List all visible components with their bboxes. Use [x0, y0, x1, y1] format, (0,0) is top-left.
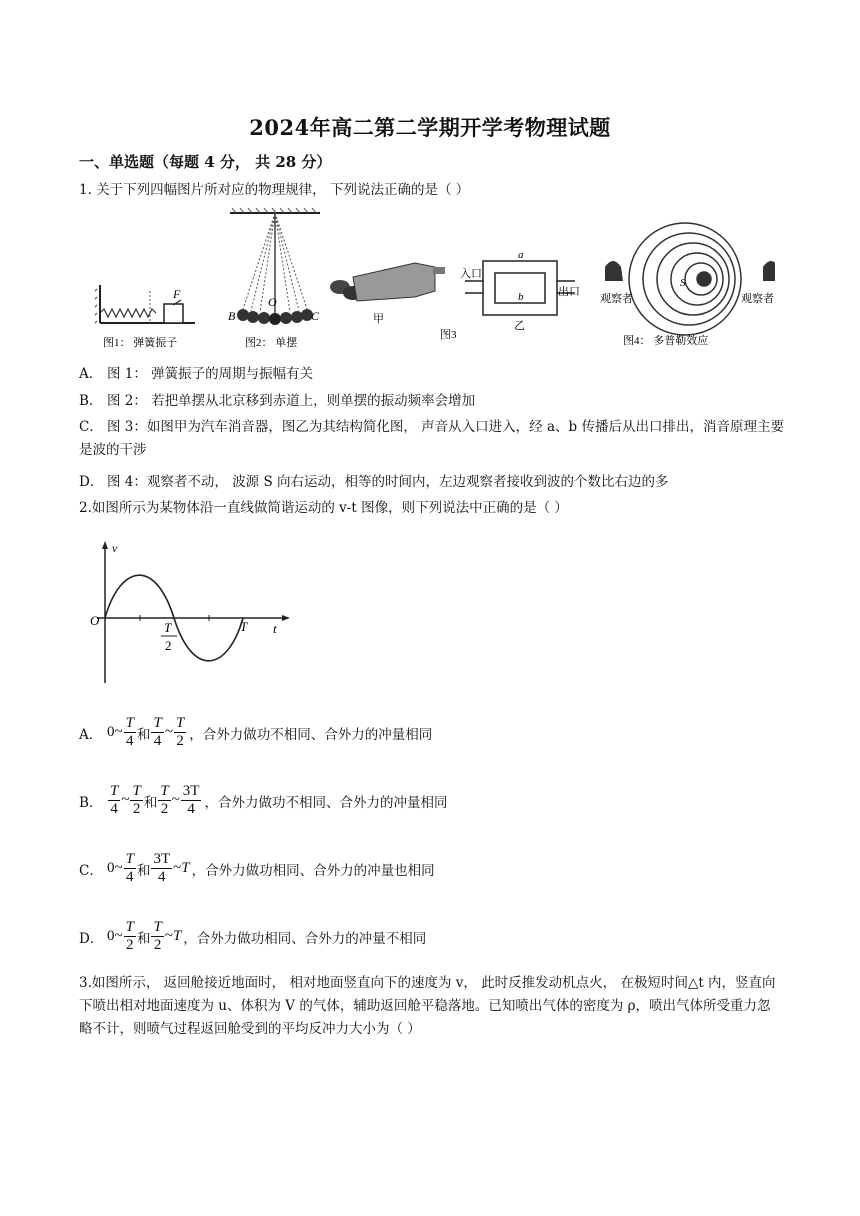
q1-option-a [79, 364, 313, 384]
fig3-caption: 图3 [440, 329, 457, 341]
muffler-figure [330, 263, 457, 341]
math-tilde: ~ [164, 724, 173, 740]
label-O: O [268, 295, 277, 309]
origin-label: O [90, 613, 100, 628]
fraction: $\frac{3T}{4}$ [182, 783, 200, 817]
math-tilde: ~ [114, 928, 123, 944]
q2-stem: 2.如图所示为某物体沿一直线做简谐运动的 v-t 图像，则下列说法中正确的是（ ） [79, 500, 568, 516]
option-label: D． [79, 930, 104, 947]
option-label: B． [79, 794, 103, 811]
q1-stem: 1. 关于下列四幅图片所对应的物理规律， 下列说法正确的是（ ） [79, 182, 470, 198]
option-label: B． [79, 393, 103, 409]
math-T: T [181, 860, 190, 876]
fraction: $\frac{T}{4}$ [125, 715, 134, 749]
math-and: 和 [143, 794, 158, 811]
option-text: 图 1： 弹簧振子的周期与振幅有关 [107, 366, 314, 382]
q3-text: 3.如图所示， 返回舱接近地面时， 相对地面竖直向下的速度为 v， 此时反推发动机点火， 在极短时间△t 内，竖直向下喷出相对地面速度为 u、体积为 V 的气体，辅助返回舱平稳落地。已知喷出气体的密度为 ρ，喷出气体所受重力忽略不计，则喷气过程返回舱受到的平均反冲力大小为（ ） [79, 975, 776, 1037]
option-label: A． [79, 366, 103, 382]
observer-right-label: 观察者 [741, 293, 774, 305]
option-text: 图 3：如图甲为汽车消音器，图乙为其结构简化图， 声音从入口进入，经 a、b 传播后从出口排出，消音原理主要是波的干涉 [79, 419, 784, 458]
option-text: ，合外力做功相同、合外力的冲量不相同 [183, 930, 427, 947]
fraction: $\frac{T}{4}$ [153, 715, 162, 749]
label-yi: 乙 [514, 320, 525, 332]
q1-option-c [79, 416, 784, 462]
half-period-den: 2 [165, 638, 172, 653]
math-tilde: ~ [114, 724, 123, 740]
fig4-caption: 图4： 多普勒效应 [623, 335, 709, 347]
math-zero: 0 [107, 928, 115, 944]
q1-figure [95, 205, 775, 357]
option-label: A． [79, 726, 103, 743]
fraction: $\frac{T}{2}$ [160, 783, 169, 817]
spring-oscillator-figure [95, 285, 195, 349]
label-S: S [680, 277, 686, 289]
q1-option-d [79, 472, 669, 492]
axis-v-label: v [112, 541, 118, 555]
fraction: $\frac{3T}{4}$ [153, 851, 171, 885]
page-title: 2024年高二第二学期开学考物理试题 [249, 115, 611, 140]
q2-option-c [79, 851, 435, 886]
option-text: ，合外力做功相同、合外力的冲量也相同 [191, 862, 435, 879]
pendulum-figure [228, 208, 320, 349]
q2-option-b [79, 783, 447, 818]
label-F: F [173, 287, 181, 301]
half-period-num: T [164, 620, 172, 635]
fraction: $\frac{T}{4}$ [110, 783, 119, 817]
math-T: T [172, 928, 182, 944]
math-tilde: ~ [164, 928, 173, 944]
math-zero: 0 [107, 724, 115, 740]
fraction: $\frac{T}{2}$ [132, 783, 141, 817]
option-label: C． [79, 862, 103, 879]
label-C: C [311, 309, 320, 323]
option-label: D． [79, 474, 104, 490]
math-tilde: ~ [173, 860, 182, 876]
period-label: T [240, 619, 248, 634]
math-and: 和 [136, 862, 151, 879]
q2-option-a [79, 715, 432, 750]
option-text: 图 2： 若把单摆从北京移到赤道上，则单摆的振动频率会增加 [107, 393, 476, 409]
observer-left-label: 观察者 [600, 293, 633, 305]
fraction: $\frac{T}{2}$ [153, 919, 162, 953]
q1-option-b [79, 391, 475, 411]
label-B: B [228, 309, 236, 323]
label-jia: 甲 [373, 313, 384, 325]
math-tilde: ~ [114, 860, 123, 876]
math-zero: 0 [107, 860, 115, 876]
label-outlet: 出口 [558, 286, 580, 298]
fig2-caption: 图2： 单摆 [245, 337, 298, 349]
axis-t-label: t [273, 621, 277, 636]
q2-option-d [79, 919, 426, 954]
math-tilde: ~ [171, 792, 180, 808]
math-and: 和 [136, 726, 151, 743]
option-text: 图 4：观察者不动， 波源 S 向右运动，相等的时间内，左边观察者接收到波的个数比右边的多 [107, 474, 669, 490]
fraction: $\frac{T}{2}$ [125, 919, 134, 953]
option-text: ，合外力做功不相同、合外力的冲量相同 [189, 726, 433, 743]
fraction: $\frac{T}{4}$ [125, 851, 134, 885]
vt-graph [85, 535, 300, 690]
option-text: ，合外力做功不相同、合外力的冲量相同 [204, 794, 448, 811]
math-tilde: ~ [121, 792, 130, 808]
fig1-caption: 图1： 弹簧振子 [103, 337, 178, 349]
math-and: 和 [136, 930, 151, 947]
label-a: a [518, 249, 524, 261]
fraction: $\frac{T}{2}$ [175, 715, 185, 749]
label-inlet: 入口 [460, 268, 482, 280]
option-label: C． [79, 419, 103, 435]
label-b: b [518, 291, 524, 303]
section-heading: 一、单选题（每题 4 分， 共 28 分） [79, 153, 332, 171]
